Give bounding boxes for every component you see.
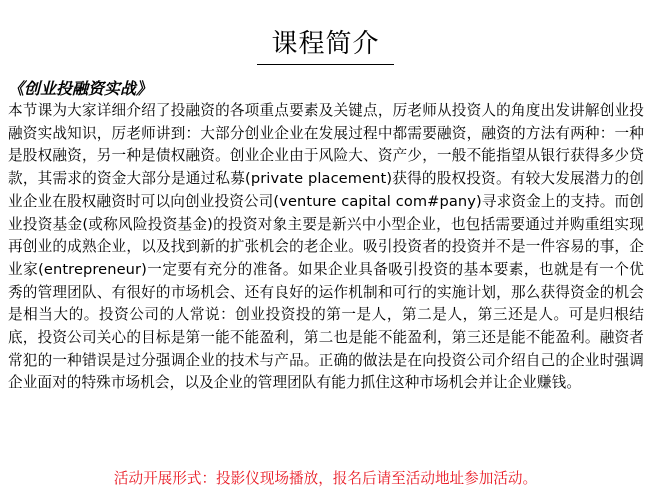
activity-label: 活动开展形式： xyxy=(113,470,217,487)
course-description: 本节课为大家详细介绍了投融资的各项重点要素及关键点，厉老师从投资人的角度出发讲解创业投融资实战知识，厉老师讲到：大部分创业企业在发展过程中都需要融资，融资的方法有两种：一种是股权融资，另一种是债权融资。创业企业由于风险大、资产少，一般不能指望从银行获得多少贷款，其需求的资金大部分是通过私募(private placement)获得的股权投资。有较大发展潜力的创业企业在股权融资时可以向创业投资公司(venture capital com#pany)寻求资金上的支持。而创业投资基金(或称风险投资基金)的投资对象主要是新兴中小型企业，也包括需要通过并购重组实现再创业的成熟企业，以及找到新的扩张机会的老企业。吸引投资者的投资并不是一件容易的事，企业家(entrepreneur)一定要有充分的准备。如果企业具备吸引投资的基本要素，也就是有一个优秀的管理团队、有很好的市场机会、还有良好的运作机制和可行的实施计划，那么获得资金的机会是相当大的。投资公司的人常说：创业投资投的第一是人，第二是人，第三还是人。可是归根结底，投资公司关心的目标是第一能不能盈利，第二也是能不能盈利，第三还是能不能盈利。融资者常犯的一种错误是过分强调企业的技术与产品。正确的做法是在向投资公司介绍自己的企业时强调企业面对的特殊市场机会，以及企业的管理团队有能力抓住这种市场机会并让企业赚钱。 xyxy=(8,102,644,392)
page-title: 课程简介 xyxy=(257,28,393,65)
activity-text: 投影仪现场播放，报名后请至活动地址参加活动。 xyxy=(216,470,538,487)
course-name: 《创业投融资实战》 xyxy=(8,79,153,98)
title-container xyxy=(0,28,651,65)
activity-format xyxy=(0,468,651,490)
